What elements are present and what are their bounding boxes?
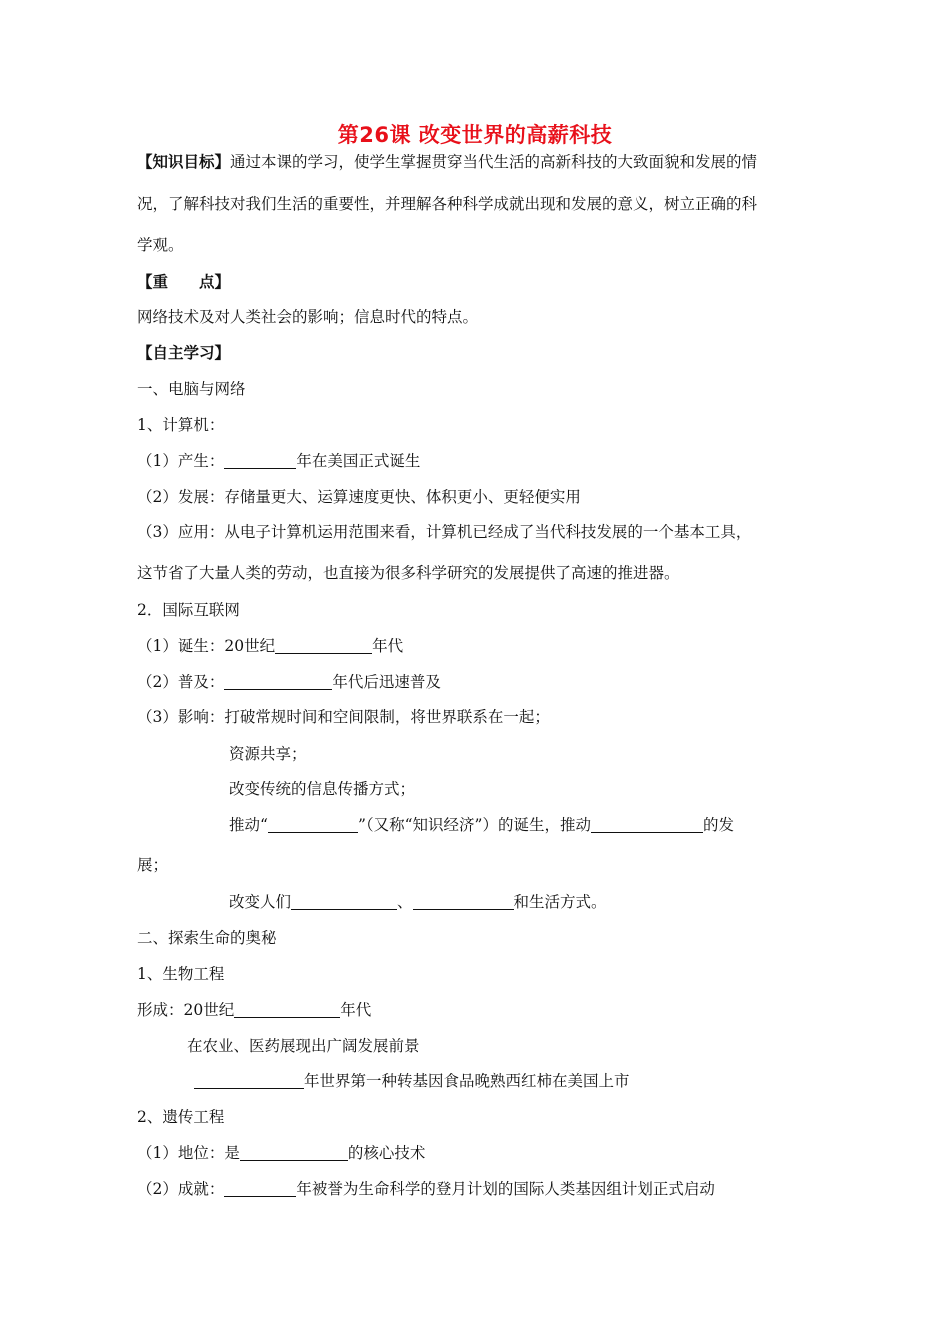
internet-birth-blank[interactable] [275,637,372,654]
lifestyle-text: 和生活方式。 [513,893,607,911]
bioengineering-prospect: 在农业、医药展现出广阔发展前景 [187,1037,420,1055]
objectives-line-3: 学观。 [137,236,184,254]
genetic-status-label: （1）地位：是 [137,1144,240,1162]
objectives-label: 【知识目标】 [137,152,231,171]
keypoints-label: 【重 点】 [137,272,231,291]
economy-development-blank[interactable] [591,816,703,833]
keypoints-text: 网络技术及对人类社会的影响；信息时代的特点。 [137,308,479,326]
gm-food-text: 年世界第一种转基因食品晚熟西红柿在美国上市 [304,1072,630,1090]
lifestyle-blank-1[interactable] [291,893,397,910]
internet-popular-blank[interactable] [224,673,332,690]
lifestyle-separator: 、 [397,893,413,911]
objectives-text-1: 通过本课的学习，使学生掌握贯穿当代生活的高新科技的大致面貌和发展的情 [230,153,758,171]
genetic-engineering-heading: 2、遗传工程 [137,1108,225,1126]
internet-impact-lifestyle-line [229,892,607,912]
internet-impact-push-label: 推动“ [229,816,268,834]
internet-birth-text: 年代 [372,637,404,655]
computer-heading: 1、计算机： [137,416,225,434]
bioengineering-formation-line [137,1000,371,1020]
objectives-line-2: 况，了解科技对我们生活的重要性，并理解各种科学成就出现和发展的意义，树立正确的科 [137,195,758,213]
internet-birth-line [137,636,403,656]
internet-impact-communication: 改变传统的信息传播方式； [229,780,416,798]
bioengineering-formation-blank[interactable] [234,1001,340,1018]
computer-origin-line [137,451,420,471]
genetic-achievement-blank[interactable] [224,1180,296,1197]
gm-food-year-blank[interactable] [194,1072,304,1089]
internet-popular-label: （2）普及： [137,673,225,691]
section-2-heading: 二、探索生命的奥秘 [137,929,277,947]
computer-application-line-2: 这节省了大量人类的劳动，也直接为很多科学研究的发展提供了高速的推进器。 [137,564,680,582]
internet-impact-resources: 资源共享； [229,745,307,763]
computer-origin-blank[interactable] [224,452,296,469]
bioengineering-formation-text: 年代 [340,1001,372,1019]
internet-birth-label: （1）诞生：20世纪 [137,637,276,655]
bioengineering-formation-label: 形成：20世纪 [137,1001,235,1019]
objectives-line-1 [137,152,757,172]
internet-impact-economy-line [229,815,734,835]
computer-application-line-1: （3）应用：从电子计算机运用范围来看，计算机已经成了当代科技发展的一个基本工具， [137,523,752,541]
gm-food-line [194,1071,630,1091]
computer-origin-text: 年在美国正式诞生 [296,452,421,470]
lifestyle-blank-2[interactable] [413,893,514,910]
internet-impact-line: （3）影响：打破常规时间和空间限制，将世界联系在一起； [137,708,550,726]
internet-impact-economy-line-2: 展； [137,856,169,874]
genetic-status-line [137,1143,425,1163]
internet-impact-development-text: 的发 [702,816,734,834]
page-title: 第26课 改变世界的高薪科技 [337,123,613,147]
section-1-heading: 一、电脑与网络 [137,380,246,398]
computer-origin-label: （1）产生： [137,452,225,470]
self-study-label: 【自主学习】 [137,343,231,362]
internet-popular-line [137,672,441,692]
internet-impact-economy-text: ”（又称“知识经济”）的诞生，推动 [357,816,591,834]
genetic-achievement-text: 年被誉为生命科学的登月计划的国际人类基因组计划正式启动 [296,1180,715,1198]
bioengineering-heading: 1、生物工程 [137,965,225,983]
lifestyle-label: 改变人们 [229,893,292,911]
genetic-achievement-line [137,1179,715,1199]
internet-heading: 2．国际互联网 [137,601,240,619]
genetic-achievement-label: （2）成就： [137,1180,225,1198]
economy-name-blank[interactable] [268,816,358,833]
genetic-status-blank[interactable] [240,1144,348,1161]
internet-popular-text: 年代后迅速普及 [332,673,441,691]
computer-development-line: （2）发展：存储量更大、运算速度更快、体积更小、更轻便实用 [137,488,581,506]
genetic-status-text: 的核心技术 [347,1144,426,1162]
